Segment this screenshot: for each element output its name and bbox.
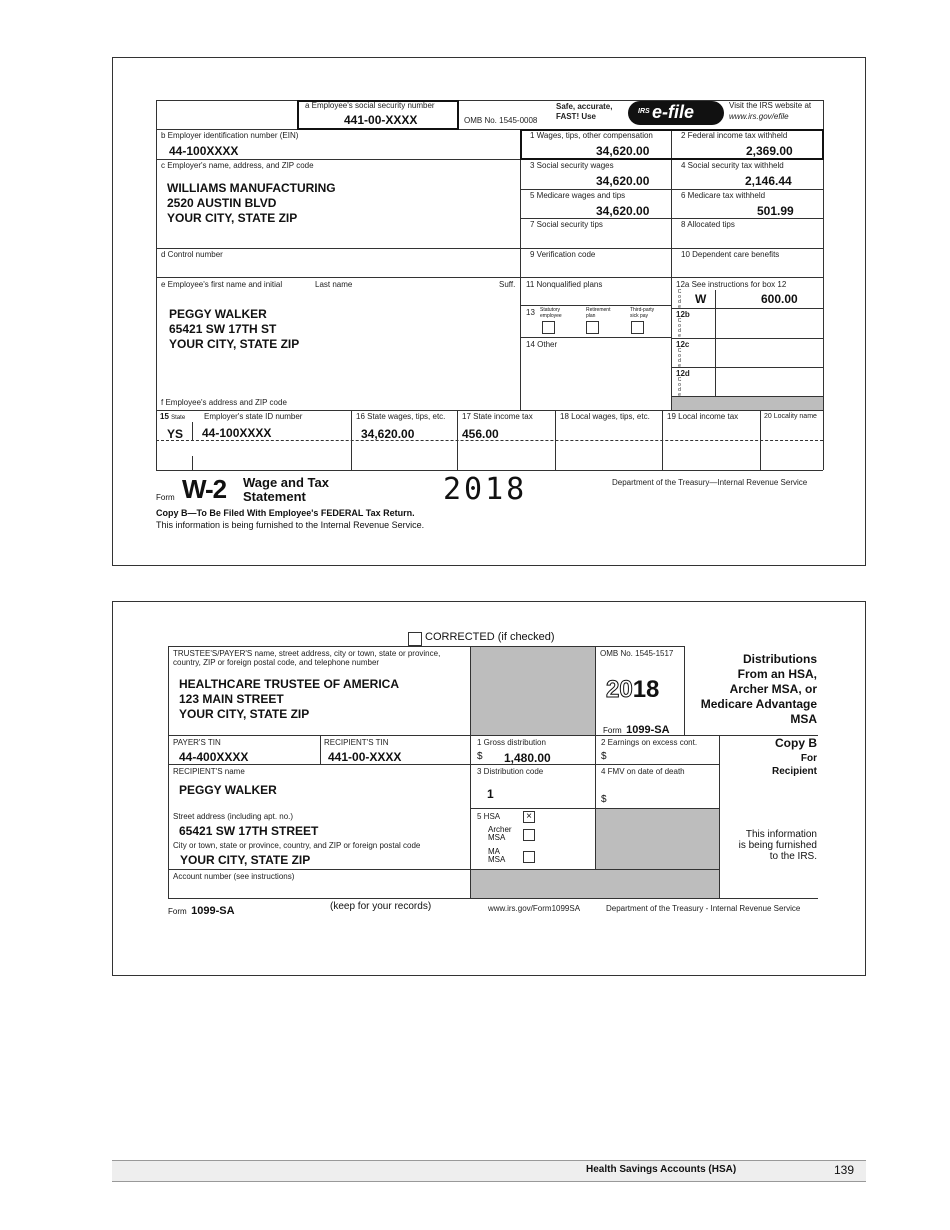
w2-employee-address: 65421 SW 17TH ST [169,322,277,336]
sa-for: For [800,753,817,764]
sa-box1-value: 1,480.00 [504,751,551,765]
w2-dept: Department of the Treasury—Internal Revenue Service [612,478,808,487]
w2-box17-label: 17 State income tax [462,412,533,421]
w2-state-id: 44-100XXXX [202,426,272,440]
w2-state: YS [167,427,184,441]
sa-box4-label: 4 FMV on date of death [601,767,685,776]
w2-box-b-label: b Employer identification number (EIN) [161,131,299,140]
w2-box20-label: 20 Locality name [764,413,817,420]
sa-info-1: This information [745,829,817,840]
w2-box12a-label: 12a See instructions for box 12 [676,280,787,289]
w2-statutory-label: Statutory employee [540,307,562,319]
w2-employer-address: 2520 AUSTIN BLVD [167,196,277,210]
w2-retirement-label: Retirement plan [586,307,611,319]
w2-statutory-checkbox[interactable] [542,321,555,334]
w2-last-name-label: Last name [315,280,353,289]
w2-efile-tagline-1: Safe, accurate, [556,102,613,111]
w2-box6-value: 501.99 [757,204,794,218]
w2-thirdparty-label: Third-party sick pay [630,307,655,319]
sa-account-label: Account number (see instructions) [173,872,295,881]
efile-logo-irs: IRS [638,108,650,115]
w2-box6-label: 6 Medicare tax withheld [681,191,766,200]
sa-box4-dollar: $ [601,794,607,805]
archer-msa-checkbox[interactable] [523,829,535,841]
sa-title-5: MSA [790,712,817,726]
sa-title-1: Distributions [743,652,817,666]
w2-box3-value: 34,620.00 [596,174,650,188]
w2-box11-label: 11 Nonqualified plans [526,280,603,289]
sa-dept: Department of the Treasury - Internal Revenue Service [606,904,801,913]
w2-box12c-label: 12c [676,340,690,349]
w2-box15-label [160,412,185,421]
sa-copy-b: Copy B [775,736,817,750]
sa-info-2: is being furnished [738,840,817,851]
w2-box-a-label: a Employee's social security number [305,101,435,110]
efile-logo [628,101,724,125]
sa-archer-label [488,826,512,842]
sa-ma-2: MSA [488,855,506,864]
w2-box17-value: 456.00 [462,427,499,441]
sa-box1-label: 1 Gross distribution [477,738,546,747]
w2-box12d-code-letters: C o d e [677,377,682,398]
sa-form-label [603,720,670,738]
w2-box12b-label: 12b [676,310,690,319]
sa-street-label: Street address (including apt. no.) [173,812,294,821]
sa-box3-value: 1 [487,787,494,801]
sa-url: www.irs.gov/Form1099SA [488,904,581,913]
w2-box13-label: 13 [526,308,535,317]
sa-info-3: to the IRS. [769,851,817,862]
w2-employer-city: YOUR CITY, STATE ZIP [167,211,298,225]
sa-payer-tin-label: PAYER'S TIN [173,738,221,747]
corrected-checkbox[interactable] [408,632,422,646]
w2-box1-label: 1 Wages, tips, other compensation [530,131,653,140]
sa-footer-form [168,901,235,919]
sa-title-4: Medicare Advantage [700,697,817,711]
w2-box15-num: 15 [160,412,169,421]
w2-box12b-code-letters: C o d e [677,318,682,339]
sa-street: 65421 SW 17TH STREET [179,824,319,838]
w2-form-title-1: Wage and Tax [243,475,329,490]
sa-recipient: Recipient [771,766,817,777]
w2-employee-city: YOUR CITY, STATE ZIP [169,337,300,351]
w2-box2-label: 2 Federal income tax withheld [681,131,788,140]
sa-trustee-address: 123 MAIN STREET [179,692,284,706]
w2-box7-label: 7 Social security tips [530,220,603,229]
sa-corrected-label: CORRECTED (if checked) [425,631,555,643]
w2-box1-value: 34,620.00 [596,144,650,158]
w2-box16-label: 16 State wages, tips, etc. [356,412,446,421]
w2-box-e-label: e Employee's first name and initial [161,280,283,289]
sa-recipient-name: PEGGY WALKER [179,783,277,797]
sa-year-suffix: 18 [632,676,660,703]
w2-copy-b: Copy B—To Be Filed With Employee's FEDERAL Tax Return. [156,508,415,518]
w2-thirdparty-checkbox[interactable] [631,321,644,334]
sa-title-2: From an HSA, [737,667,817,681]
sa-box5-label: 5 HSA [477,812,501,821]
sa-year-prefix: 20 [606,676,633,703]
sa-recipient-name-label: RECIPIENT'S name [173,767,245,776]
w2-box-f-label: f Employee's address and ZIP code [161,398,287,407]
w2-form-word: Form [156,493,175,502]
sa-title-3: Archer MSA, or [729,682,817,696]
w2-box15-state-label: State [171,415,186,421]
w2-box19-label: 19 Local income tax [667,412,739,421]
footer-title: Health Savings Accounts (HSA) [586,1164,737,1175]
sa-trustee-name: HEALTHCARE TRUSTEE OF AMERICA [179,677,399,691]
sa-recipient-tin: 441-00-XXXX [328,750,402,764]
w2-retirement-checkbox[interactable] [586,321,599,334]
sa-title [686,652,817,727]
w2-box10-label: 10 Dependent care benefits [681,250,780,259]
sa-trustee-label-1: TRUSTEE'S/PAYER'S name, street address, city or town, state or province, [173,649,441,658]
sa-keep: (keep for your records) [330,901,432,912]
page-number: 139 [834,1163,855,1177]
sa-archer-2: MSA [488,833,506,842]
sa-city-label: City or town, state or province, country, and ZIP or foreign postal code [173,841,421,850]
sa-city: YOUR CITY, STATE ZIP [180,853,311,867]
hsa-check-mark: × [526,811,532,822]
sa-archer-1: Archer [488,825,512,834]
sa-footer-form-name: 1099-SA [191,905,235,917]
sa-info [720,829,817,862]
sa-box3-label: 3 Distribution code [477,767,544,776]
sa-footer-form-word: Form [168,907,187,916]
w2-irs-visit-1: Visit the IRS website at [729,101,812,110]
w2-employer-name: WILLIAMS MANUFACTURING [167,181,336,195]
sa-recipient-tin-label: RECIPIENT'S TIN [324,738,389,747]
sa-box1-dollar: $ [477,751,483,762]
sa-ma-1: MA [488,847,500,856]
w2-box12a-code-letters: C o d e [677,289,682,310]
w2-ssn: 441-00-XXXX [344,113,418,127]
w2-box3-label: 3 Social security wages [530,161,614,170]
w2-box-d-label: d Control number [161,250,223,259]
w2-box12a-value: 600.00 [761,292,798,306]
w2-suff-label: Suff. [499,280,516,289]
w2-box8-label: 8 Allocated tips [681,220,735,229]
w2-box15-id-label: Employer's state ID number [204,412,303,421]
w2-box14-label: 14 Other [526,340,558,349]
w2-box2-value: 2,369.00 [746,144,793,158]
w2-box4-value: 2,146.44 [745,174,792,188]
w2-box12d-label: 12d [676,369,690,378]
w2-form-name: W-2 [182,474,227,504]
ma-msa-checkbox[interactable] [523,851,535,863]
sa-trustee-city: YOUR CITY, STATE ZIP [179,707,310,721]
w2-box5-value: 34,620.00 [596,204,650,218]
w2-box18-label: 18 Local wages, tips, etc. [560,412,650,421]
hsa-checkbox[interactable] [523,811,535,823]
sa-form-word: Form [603,726,622,735]
w2-box5-label: 5 Medicare wages and tips [530,191,626,200]
w2-box16-value: 34,620.00 [361,427,415,441]
page-footer-bar [112,1160,866,1182]
w2-box4-label: 4 Social security tax withheld [681,161,784,170]
w2-employee-name: PEGGY WALKER [169,307,267,321]
w2-box9-label: 9 Verification code [530,250,596,259]
sa-box2-label: 2 Earnings on excess cont. [601,738,698,747]
sa-box2-dollar: $ [601,751,607,762]
w2-form-title-2: Statement [243,489,306,504]
sa-payer-tin: 44-400XXXX [179,750,249,764]
w2-efile-tagline-2: FAST! Use [556,112,597,121]
w2-box12c-code-letters: C o d e [677,348,682,369]
sa-form-name: 1099-SA [626,724,670,736]
sa-year [606,676,659,704]
w2-box12a-code: W [695,292,707,306]
sa-trustee-label-2: country, ZIP or foreign postal code, and telephone number [173,658,380,667]
w2-year: 2018 [443,472,528,507]
efile-logo-text: e-file [652,102,695,122]
w2-irs-visit-2: www.irs.gov/efile [729,112,789,121]
w2-box-c-label: c Employer's name, address, and ZIP code [161,161,314,170]
w2-furnished: This information is being furnished to the Internal Revenue Service. [156,520,425,530]
w2-omb: OMB No. 1545-0008 [464,116,538,125]
sa-ma-label [488,848,505,864]
sa-omb: OMB No. 1545-1517 [600,649,674,658]
w2-ein: 44-100XXXX [169,144,239,158]
